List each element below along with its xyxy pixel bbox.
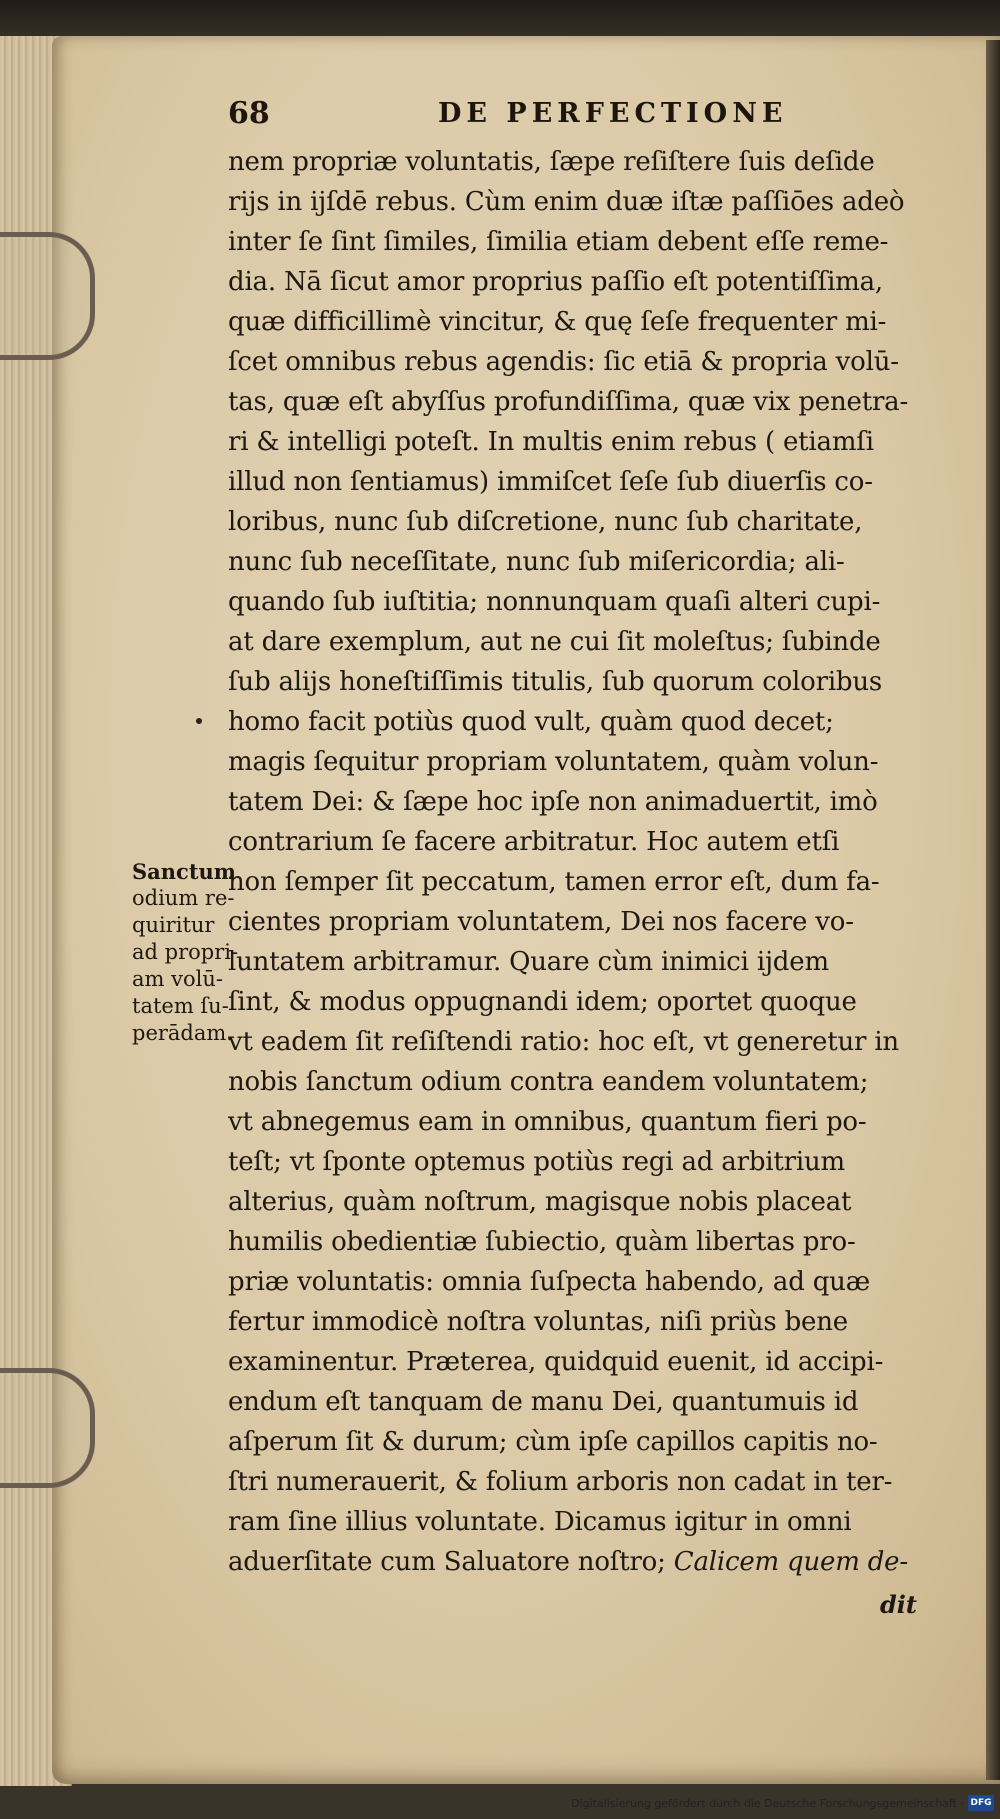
marginal-note-line: am volū- [132, 967, 223, 991]
text-line: tatem Dei: & ſæpe hoc ipſe non animaduertit, imò [228, 787, 878, 817]
text-line: ſint, & modus oppugnandi idem; oportet quoque [228, 987, 857, 1017]
text-line: endum eſt tanquam de manu Dei, quantumuis id [228, 1387, 859, 1417]
page-header [228, 96, 968, 136]
text-line: fertur immodicè noſtra voluntas, niſi priùs bene [228, 1307, 848, 1337]
text-line: ſtri numerauerit, & folium arboris non cadat in ter- [228, 1467, 893, 1497]
text-line: alterius, quàm noſtrum, magisque nobis placeat [228, 1187, 852, 1217]
text-line: quando ſub iuſtitia; nonnunquam quaſi alteri cupi- [228, 587, 881, 617]
clasp-bottom [0, 1368, 95, 1488]
marginal-note-line: quiritur [132, 913, 215, 937]
text-line: non ſemper ſit peccatum, tamen error eſt, dum fa- [228, 867, 880, 897]
text-line: ram ſine illius voluntate. Dicamus igitur in omni [228, 1507, 852, 1537]
body-text [228, 142, 972, 1582]
italic-quote: Calicem quem de- [665, 1547, 908, 1577]
text-line: nobis ſanctum odium contra eandem voluntatem; [228, 1067, 869, 1097]
text-line: examinentur. Præterea, quidquid euenit, id accipi- [228, 1347, 884, 1377]
digitization-credit: Digitalisierung gefördert durch die Deutsche Forschungsgemeinschaft · [571, 1797, 964, 1810]
text-line: vt eadem ſit reſiſtendi ratio: hoc eſt, vt generetur in [228, 1027, 899, 1057]
text-line: luntatem arbitramur. Quare cùm inimici ijdem [228, 947, 829, 977]
catchword: dit [880, 1590, 917, 1619]
text-line: dia. Nā ſicut amor proprius paſſio eſt potentiſſima, [228, 267, 883, 297]
marginal-note-line: ad propri- [132, 940, 239, 964]
marginal-note-line: Sanctum [132, 859, 237, 884]
dfg-logo: DFG [968, 1795, 994, 1811]
running-head: DE PERFECTIONE [438, 98, 788, 129]
text-line: aduerſitate cum Saluatore noſtro; Calicem quem de- [228, 1547, 908, 1577]
text-line: homo facit potiùs quod vult, quàm quod decet; [228, 707, 834, 737]
text-line: loribus, nunc ſub diſcretione, nunc ſub charitate, [228, 507, 863, 537]
text-line: humilis obedientiæ ſubiectio, quàm libertas pro- [228, 1227, 856, 1257]
text-line: contrarium ſe facere arbitratur. Hoc autem etſi [228, 827, 840, 857]
text-line: tas, quæ eſt abyſſus profundiſſima, quæ vix penetra- [228, 387, 909, 417]
book-gutter [986, 40, 1000, 1780]
text-line: nunc ſub neceſſitate, nunc ſub miſericordia; ali- [228, 547, 845, 577]
marginal-note-line: odium re- [132, 886, 235, 910]
marginal-note [132, 858, 262, 1047]
text-line: cientes propriam voluntatem, Dei nos facere vo- [228, 907, 854, 937]
text-line: ſcet omnibus rebus agendis: ſic etiā & propria volū- [228, 347, 899, 377]
text-line: ri & intelligi poteſt. In multis enim rebus ( etiamſi [228, 427, 874, 457]
text-line: at dare exemplum, aut ne cui ſit moleſtus; ſubinde [228, 627, 881, 657]
text-line: rijs in ijſdē rebus. Cùm enim duæ iſtæ paſſiōes adeò [228, 187, 905, 217]
text-line: nem propriæ voluntatis, ſæpe reſiſtere ſuis deſide [228, 147, 875, 177]
text-line: inter ſe ſint ſimiles, ſimilia etiam debent eſſe reme- [228, 227, 889, 257]
text-line: vt abnegemus eam in omnibus, quantum fieri po- [228, 1107, 867, 1137]
text-line: ſub alijs honeſtiſſimis titulis, ſub quorum coloribus [228, 667, 883, 697]
text-line: aſperum ſit & durum; cùm ipſe capillos capitis no- [228, 1427, 878, 1457]
text-line: teſt; vt ſponte optemus potiùs regi ad arbitrium [228, 1147, 845, 1177]
text-line: illud non ſentiamus) immiſcet ſeſe ſub diuerſis co- [228, 467, 873, 497]
margin-dot-mark [196, 718, 202, 724]
text-line: priæ voluntatis: omnia ſuſpecta habendo, ad quæ [228, 1267, 870, 1297]
clasp-top [0, 232, 95, 360]
page-number: 68 [228, 96, 270, 131]
marginal-note-line: tatem ſu- [132, 994, 229, 1018]
marginal-note-line: perādam. [132, 1021, 233, 1045]
text-line: quæ difficillimè vincitur, & quę ſeſe frequenter mi- [228, 307, 887, 337]
text-line: magis ſequitur propriam voluntatem, quàm volun- [228, 747, 879, 777]
